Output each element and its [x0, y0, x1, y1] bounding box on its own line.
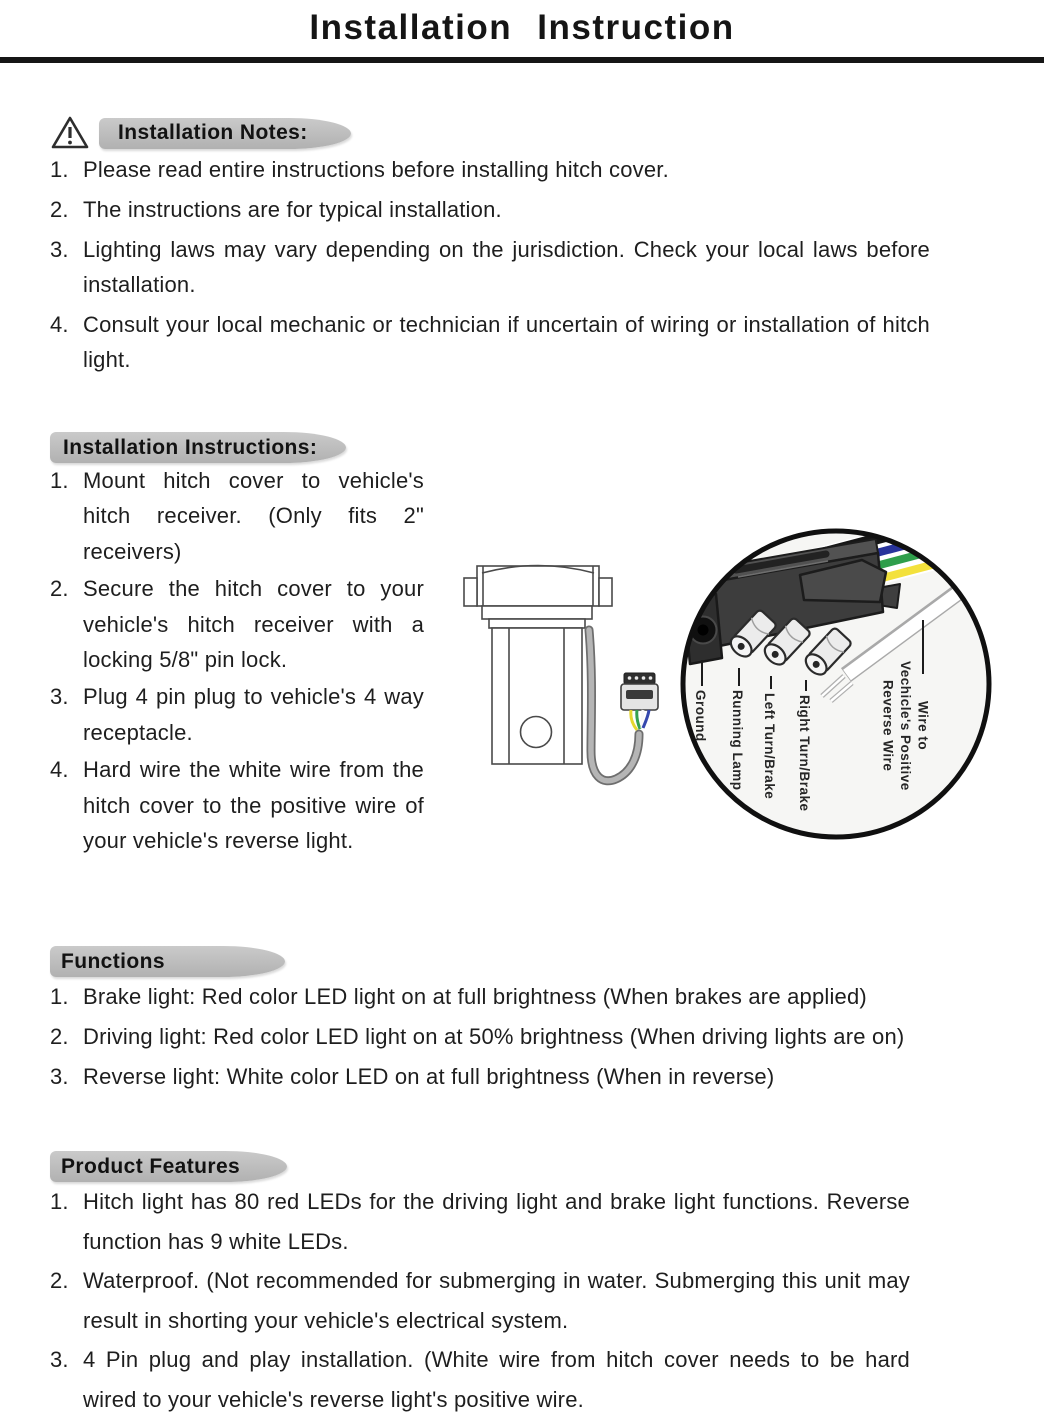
features-list: [50, 1182, 910, 1419]
title-divider: [0, 57, 1044, 63]
instructions-list: [50, 463, 424, 858]
list-item: [50, 1340, 910, 1419]
label-ground: Ground: [693, 690, 708, 742]
functions-heading-pill: [50, 946, 285, 977]
label-reverse-wire-line1: Wire to: [915, 701, 931, 751]
item-text: Please read entire instructions before installing hitch cover.: [83, 157, 669, 182]
list-item: [50, 463, 424, 569]
item-text: Secure the hitch cover to your vehicle's hitch receiver with a locking 5/8" pin lock.: [83, 576, 424, 673]
label-right-turn-brake: Right Turn/Brake: [797, 695, 812, 812]
list-item: [50, 977, 1000, 1017]
functions-list: [50, 977, 1000, 1097]
item-number: 2.: [50, 1268, 69, 1293]
item-number: 4.: [50, 757, 69, 783]
list-item: [50, 232, 930, 302]
list-item: [50, 752, 424, 858]
instructions-heading: Installation Instructions:: [63, 435, 318, 459]
list-item: [50, 1057, 1000, 1097]
item-number: 3.: [50, 1064, 69, 1089]
item-text: Waterproof. (Not recommended for submerging in water. Submerging this unit may result in shorting your vehicle's electrical system.: [83, 1268, 910, 1333]
instructions-heading-pill: [50, 432, 346, 463]
item-text: Plug 4 pin plug to vehicle's 4 way receptacle.: [83, 684, 424, 745]
item-text: Hitch light has 80 red LEDs for the driving light and brake light functions. Reverse function has 9 white LEDs.: [83, 1189, 910, 1254]
functions-heading: Functions: [61, 949, 165, 973]
item-text: 4 Pin plug and play installation. (White wire from hitch cover needs to be hard wired to your vehicle's reverse light's positive wire.: [83, 1347, 910, 1412]
connector-inset: [676, 524, 996, 844]
item-number: 3.: [50, 1347, 69, 1372]
notes-heading: Installation Notes:: [118, 121, 308, 144]
notes-header: [50, 114, 1014, 152]
item-text: Consult your local mechanic or technician if uncertain of wiring or installation of hitch light.: [83, 312, 930, 372]
item-number: 4.: [50, 312, 69, 337]
section-installation-notes: [50, 114, 1014, 382]
item-number: 1.: [50, 157, 69, 182]
label-reverse-wire-line3: Reverse Wire: [880, 680, 896, 772]
item-number: 1.: [50, 1189, 69, 1214]
notes-heading-pill: [99, 118, 351, 149]
page-title: Installation Instruction: [309, 8, 735, 47]
connector-inset-drawing: [676, 524, 996, 844]
item-number: 2.: [50, 197, 69, 222]
hitch-cover-drawing: [452, 546, 667, 806]
item-number: 2.: [50, 1024, 69, 1049]
four-pin-plug: [621, 673, 658, 730]
item-text: Driving light: Red color LED light on at 50% brightness (When driving lights are on): [83, 1024, 905, 1049]
item-number: 1.: [50, 468, 69, 493]
features-heading-pill: [50, 1151, 287, 1182]
list-item: [50, 1182, 910, 1261]
list-item: [50, 1261, 910, 1340]
item-number: 3.: [50, 237, 69, 262]
item-text: The instructions are for typical installation.: [83, 197, 502, 222]
item-text: Mount hitch cover to vehicle's hitch receiver. (Only fits 2" receivers): [83, 468, 424, 564]
label-running-lamp: Running Lamp: [730, 690, 745, 791]
item-text: Reverse light: White color LED on at full brightness (When in reverse): [83, 1064, 775, 1089]
label-left-turn-brake: Left Turn/Brake: [762, 693, 777, 800]
label-reverse-wire: [879, 646, 932, 806]
list-item: [50, 1017, 1000, 1057]
warning-icon: [50, 114, 90, 152]
section-product-features: [50, 1151, 1014, 1419]
item-number: 1.: [50, 984, 69, 1009]
list-item: [50, 192, 930, 227]
notes-list: [50, 152, 930, 377]
section-functions: [50, 946, 1014, 1097]
list-item: [50, 152, 930, 187]
features-heading: Product Features: [61, 1154, 241, 1178]
item-text: Brake light: Red color LED light on at full brightness (When brakes are applied): [83, 984, 867, 1009]
item-text: Lighting laws may vary depending on the jurisdiction. Check your local laws before installation.: [83, 237, 930, 297]
list-item: [50, 571, 424, 677]
list-item: [50, 307, 930, 377]
item-number: 2.: [50, 576, 69, 602]
list-item: [50, 679, 424, 750]
item-text: Hard wire the white wire from the hitch cover to the positive wire of your vehicle's reverse light.: [83, 757, 424, 854]
label-reverse-wire-line2: Vechicle's Positive: [898, 661, 913, 791]
item-number: 3.: [50, 684, 69, 710]
